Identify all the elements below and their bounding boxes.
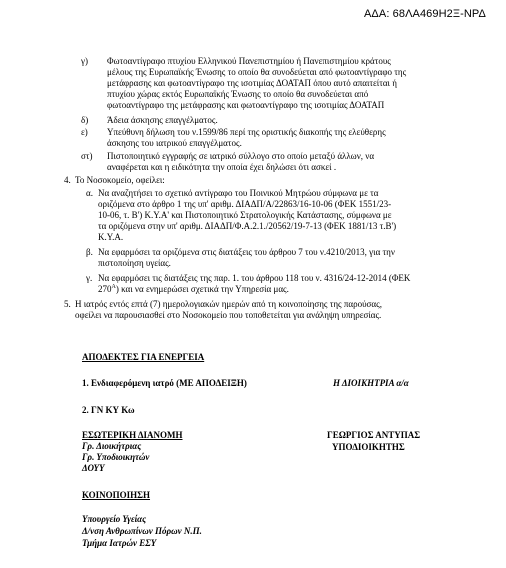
item4-c-line2-post: ) και να ενημερώσει σχετικά την Υπηρεσία μας.	[115, 284, 289, 294]
item4-label: 4.	[64, 175, 71, 185]
item4-c-line2-pre: 270	[98, 284, 112, 294]
item4-a-line: τα οριζόμενα στην υπ' αριθμ. ΔΙΑΔΠ/Φ.Α.2.1./20562/19-7-13 (ΦΕΚ 1881/13 τ.Β')	[98, 221, 397, 231]
signature-role: Η ΔΙΟΙΚΗΤΡΙΑ α/α	[333, 378, 409, 388]
item4-c-line: Να εφαρμόσει τις διατάξεις της παρ. 1. του άρθρου 118 του ν. 4316/24-12-2014 (ΦΕΚ	[98, 273, 411, 283]
cc-line: Δ/νση Ανθρωπίνων Πόρων Ν.Π.	[82, 526, 202, 536]
item5-label: 5.	[64, 299, 71, 309]
internal-line: Γρ. Υποδιοικητών	[82, 452, 150, 462]
list-label-g: γ)	[81, 56, 88, 66]
ada-code: ΑΔΑ: 68ΛΑ469Η2Ξ-ΝΡΔ	[364, 8, 486, 20]
item4-b-line: πιστοποίηση υγείας.	[98, 258, 171, 268]
item4-a-label: α.	[86, 188, 93, 198]
item5-text	[75, 299, 382, 321]
item4-c-label: γ.	[86, 273, 93, 283]
internal-line: ΔΟΥΥ	[82, 463, 105, 473]
recipient-2: 2. ΓΝ ΚΥ Κω	[82, 405, 135, 415]
list-item-e-text	[107, 127, 386, 149]
list-item-g-line: Φωτοαντίγραφο πτυχίου Ελληνικού Πανεπιστημίου ή Πανεπιστημίου κράτους	[107, 56, 391, 66]
cc-line: Τμήμα Ιατρών ΕΣΥ	[82, 538, 157, 548]
recipients-heading: ΑΠΟΔΕΚΤΕΣ ΓΙΑ ΕΝΕΡΓΕΙΑ	[82, 352, 205, 362]
signature-title: ΥΠΟΔΙΟΙΚΗΤΗΣ	[332, 442, 405, 452]
cc-heading: ΚΟΙΝΟΠΟΙΗΣΗ	[82, 490, 151, 500]
list-item-g-line: πτυχίου χώρας εκτός Ευρωπαϊκής Ένωσης το οποίο θα συνοδεύεται από	[107, 89, 369, 99]
cc-line: Υπουργείο Υγείας	[82, 514, 147, 524]
list-item-st-line: αναφέρεται και η ειδικότητα την οποία έχει δηλώσει ότι ασκεί .	[107, 162, 337, 172]
list-item-g-text	[107, 56, 406, 111]
item4-b-text	[98, 247, 395, 269]
list-item-st-line: Πιστοποιητικό εγγραφής σε ιατρικό σύλλογο στο οποίο μεταξύ άλλων, να	[107, 151, 375, 161]
list-item-st-text	[107, 151, 374, 173]
list-item-g-line: μέλους της Ευρωπαϊκής Ένωσης το οποίο θα συνοδεύεται από φωτοαντίγραφο της	[107, 67, 407, 77]
list-label-e: ε)	[81, 127, 88, 137]
list-item-g-line: φωτοαντίγραφο της μετάφρασης και φωτοαντίγραφο της ισοτιμίας ΔΟΑΤΑΠ	[107, 100, 385, 110]
item4-title: Το Νοσοκομείο, οφείλει:	[75, 175, 165, 185]
internal-heading: ΕΣΩΤΕΡΙΚΗ ΔΙΑΝΟΜΗ	[82, 430, 183, 440]
item4-c-text	[98, 273, 410, 295]
item4-c-line2-sup: Α	[111, 284, 116, 290]
item4-b-label: β.	[86, 247, 93, 257]
item4-a-line: Να αναζητήσει το σχετικό αντίγραφο του Ποινικού Μητρώου σύμφωνα με τα	[98, 188, 379, 198]
internal-line: Γρ. Διοικήτριας	[82, 441, 142, 451]
item5-line: Η ιατρός εντός επτά (7) ημερολογιακών ημερών από τη κοινοποίησης της παρούσας,	[75, 299, 382, 309]
list-item-e-line: άσκησης του ιατρικού επαγγέλματος.	[107, 138, 242, 148]
list-item-g-line: μετάφρασης και φωτοαντίγραφο της ισοτιμίας ΔΟΑΤΑΠ όπου αυτό απαιτείται ή	[107, 78, 397, 88]
item4-a-line: οριζόμενα στο άρθρο 1 της υπ' αριθμ. ΔΙΑΔΠ/Α/22863/16-10-06 (ΦΕΚ 1551/23-	[98, 199, 392, 209]
item4-b-line: Να εφαρμόσει τα οριζόμενα στις διατάξεις του άρθρου 7 του ν.4210/2013, για την	[98, 247, 395, 257]
item5-line: οφείλει να παρουσιασθεί στο Νοσοκομείο που τοποθετείται για ανάληψη υπηρεσίας.	[75, 310, 382, 320]
list-item-e-line: Υπεύθυνη δήλωση του ν.1599/86 περί της οριστικής διακοπής της ελεύθερης	[107, 127, 386, 137]
item4-a-text	[98, 188, 396, 243]
signature-name: ΓΕΩΡΓΙΟΣ ΑΝΤΥΠΑΣ	[327, 430, 421, 440]
item4-c-line	[98, 284, 410, 295]
recipient-1: 1. Ενδιαφερόμενη ιατρό (ΜΕ ΑΠΟΔΕΙΞΗ)	[82, 378, 247, 388]
item4-a-line: Κ.Υ.Α.	[98, 232, 124, 242]
list-label-d: δ)	[81, 115, 89, 125]
list-label-st: στ)	[81, 151, 93, 161]
item4-a-line: 10-06, τ. Β') Κ.Υ.Α' και Πιστοποιητικό Στρατολογικής Κατάστασης, σύμφωνα με	[98, 210, 392, 220]
list-item-d-text: Άδεια άσκησης επαγγέλματος.	[107, 115, 218, 125]
